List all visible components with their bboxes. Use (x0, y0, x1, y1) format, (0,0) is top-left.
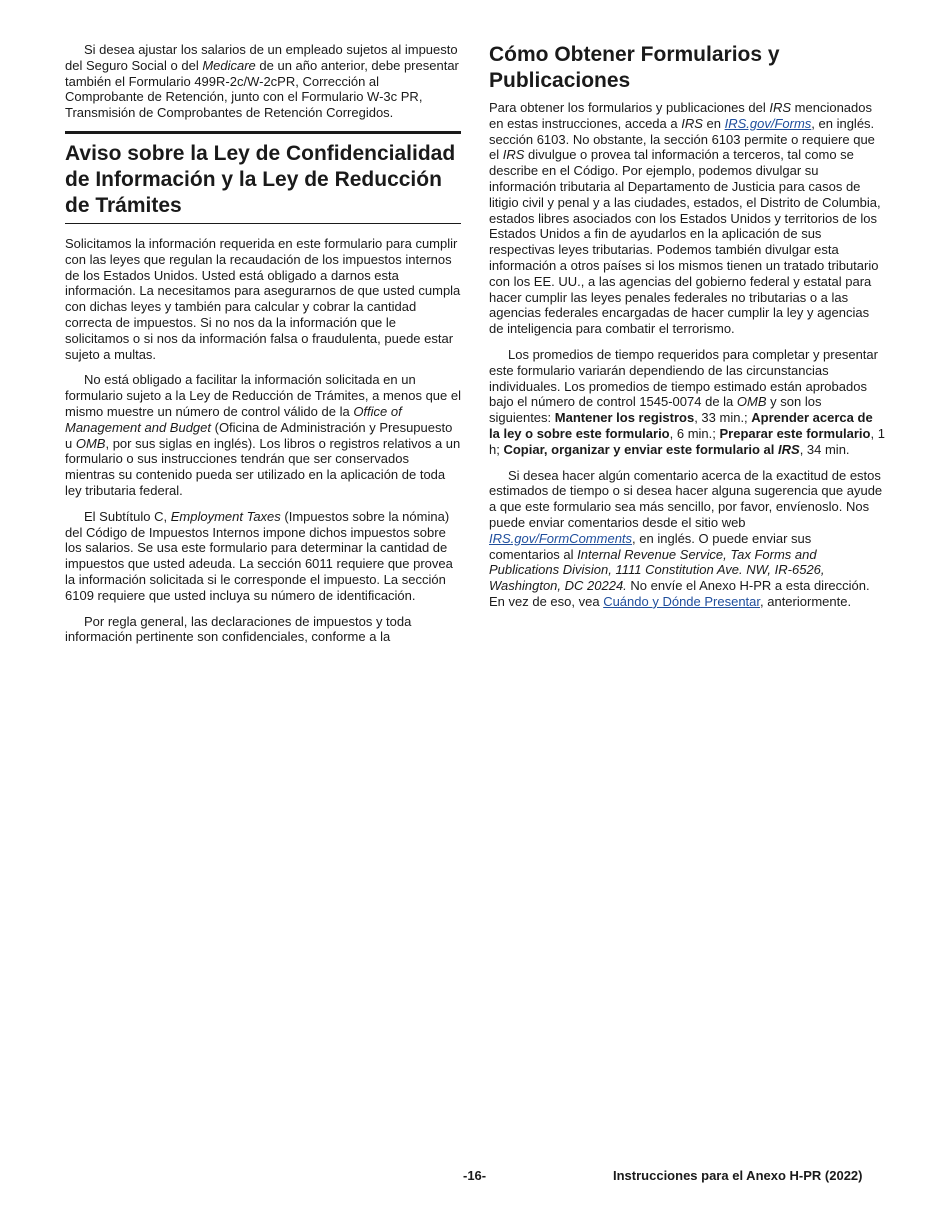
text: sección 6103. No obstante, la sección 6103 permite o requiere que el (489, 131, 875, 163)
privacy-paragraph-4: Por regla general, las declaraciones de impuestos y toda información pertinente son confidenciales, conforme a la (65, 613, 412, 645)
text: , 6 min.; (669, 425, 720, 441)
text-italic: OMB (736, 394, 767, 410)
text: No está obligado a facilitar la información solicitada en un formulario sujeto a la Ley de Reducción de Trámites, a menos que el mismo muestre un número de control válido de la (65, 372, 461, 419)
text-italic: IRS (502, 147, 525, 163)
text-bold: Aprender acerca de la ley o sobre este formulario (489, 410, 873, 441)
text-bold (503, 442, 799, 457)
comments-paragraph (489, 468, 885, 610)
privacy-paragraph-1: Solicitamos la información requerida en este formulario para cumplir con las leyes que regulan la recaudación de los impuestos internos de los Estados Unidos. Usted está obligado a darnos esta información. La necesitamos para asegurarnos de que usted cumpla con dichas leyes y también para calcular y cobrar la cantidad correcta de impuestos. Si no nos da la información que le solicitamos o si nos da información falsa o fraudulenta, puede estar sujeto a multas. (65, 235, 461, 362)
text: Para obtener los formularios y publicaciones del (489, 100, 770, 115)
text-bold: Preparar este formulario (719, 425, 871, 441)
disclosure-paragraph (489, 132, 885, 337)
text: , por sus siglas en inglés). Los libros o registros relativos a un formulario o sus instrucciones tendrán que ser conservados mientras su contenido pueda ser utilizado en la aplicación de toda ley tributaria federal. (65, 435, 461, 498)
text-bold: Mantener los registros (554, 410, 695, 426)
text-italic: Internal Revenue Service, Tax Forms and Publications Division, 1111 Constitution Ave. NW, IR-6526, Washington, DC 20224. (489, 546, 825, 594)
right-column (489, 42, 885, 620)
text: , anteriormente. (760, 593, 852, 609)
forms-paragraph (489, 100, 885, 132)
irs-forms-link[interactable]: IRS.gov/Forms (724, 115, 812, 131)
text: Si desea hacer algún comentario acerca de la exactitud de estos estimados de tiempo o si desea hacer alguna sugerencia que ayude a que este formulario sea más sencillo, por favor, envíenoslo. Nos puede enviar comentarios desde el sitio web (489, 467, 883, 530)
time-estimates-paragraph (489, 347, 885, 458)
privacy-paragraph-2 (65, 372, 461, 498)
left-column (65, 42, 461, 655)
text: de un año anterior, debe presentar también el Formulario 499R-2c/W-2cPR, Corrección al Comprobante de Retención, junto con el Formulario W-3c PR, Transmisión de Comprobantes de Retención Corregidos. (65, 57, 459, 121)
text-italic: IRS (769, 100, 792, 115)
text: , 33 min.; (694, 410, 752, 426)
text: , en inglés. (811, 115, 875, 131)
text: (Impuestos sobre la nómina) del Código de Impuestos Internos impone dichos impuestos sobre los salarios. Se usa este formulario para determinar la cantidad de impuestos que usted adeuda. La sección 6011 requiere que provea la información solicitada si le corresponde el impuesto. La sección 6109 requiere que usted incluya su número de identificación. (65, 508, 453, 603)
text: , 34 min. (799, 441, 850, 457)
text: divulgue o provea tal información a terceros, tal como se describe en el Código. Por ejemplo, podemos divulgar su información tributaria al Departamento de Justicia para casos de litigio civil y penal y a las ciudades, estados, el Distrito de Columbia, estados libres asociados con los Estados Unidos y territorios de los Estados Unidos a fin de ayudarlos en la aplicación de sus respectivas leyes tributarias. Podemos también divulgar esta información a otros países si los mismos tienen un tratado tributario con los EE. UU., a las agencias del gobierno federal y estatal para hacer cumplir las leyes penales federales no tributarias o a las agencias federales encargadas de hacer cumplir la ley y agencias de inteligencia para combatir el terrorismo. (489, 147, 881, 337)
text: Si desea ajustar los salarios de un empleado sujetos al impuesto del Seguro Social o del (65, 42, 458, 73)
text-italic: IRS (778, 441, 800, 457)
page-number: -16- (463, 1168, 487, 1183)
section-divider (65, 131, 461, 134)
text-italic: IRS (681, 115, 703, 131)
text: y son los siguientes: (489, 394, 822, 426)
intro-paragraph (65, 42, 461, 121)
text-italic: Medicare (202, 57, 256, 73)
text: El Subtítulo C, (84, 508, 171, 524)
text: , 1 h; (489, 425, 885, 457)
text: Copiar, organizar y enviar este formulario al (503, 441, 779, 457)
privacy-act-heading: Aviso sobre la Ley de Confidencialidad de Información y la Ley de Reducción de Trámites (65, 141, 456, 217)
text: No envíe el Anexo H-PR a esta dirección. En vez de eso, vea (489, 578, 870, 609)
text: en (702, 115, 725, 131)
text: (Oficina de Administración y Presupuesto u (65, 419, 453, 451)
when-where-to-file-link[interactable]: Cuándo y Dónde Presentar (603, 593, 761, 609)
text-italic: OMB (75, 435, 106, 451)
form-comments-link[interactable]: IRS.gov/FormComments (489, 530, 633, 546)
text: , en inglés. O puede enviar sus comentarios al (489, 530, 812, 562)
text: Los promedios de tiempo requeridos para completar y presentar este formulario variarán dependiendo de las circunstancias individuales. Los promedios de tiempo estimado están aprobados bajo el número de control 1545-0074 de la (489, 346, 878, 410)
heading-underline (65, 223, 461, 224)
forms-heading: Cómo Obtener Formularios y Publicaciones (489, 43, 780, 92)
text: mencionados en estas instrucciones, acceda a (489, 100, 872, 131)
text-italic: Office of Management and Budget (65, 403, 402, 435)
text-italic: Employment Taxes (170, 508, 281, 524)
privacy-paragraph-3 (65, 509, 461, 604)
footer-title: Instrucciones para el Anexo H-PR (2022) (613, 1168, 863, 1183)
